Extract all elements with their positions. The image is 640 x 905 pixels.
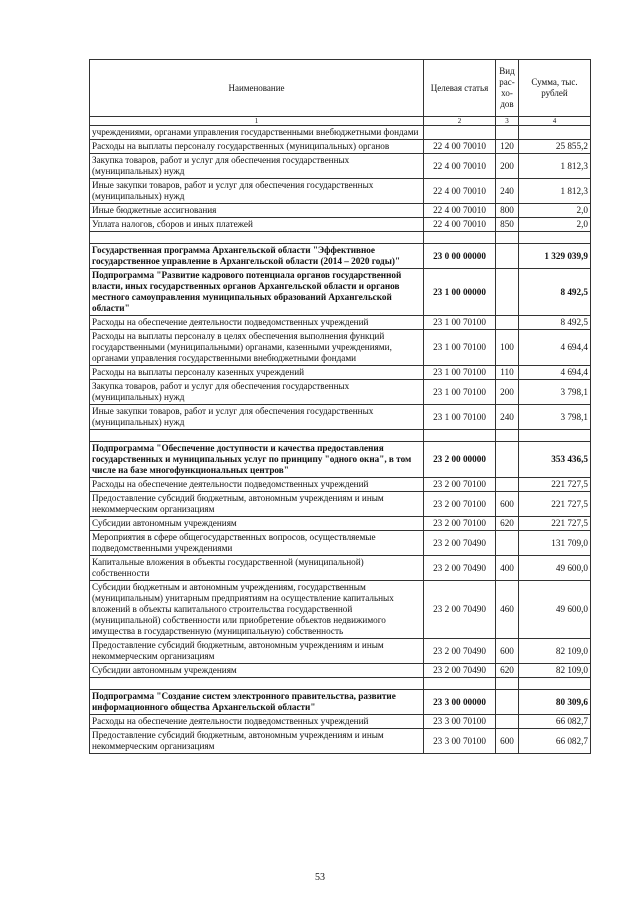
row-name: Субсидии автономным учреждениям (90, 664, 424, 678)
row-target-article: 22 4 00 70010 (424, 140, 496, 154)
row-sum: 221 727,5 (519, 492, 591, 517)
table-row (90, 330, 591, 366)
row-target-article: 23 3 00 00000 (424, 690, 496, 715)
row-name: Подпрограмма "Создание систем электронного правительства, развитие информационного общества Архангельской области" (90, 690, 424, 715)
table-row (90, 380, 591, 405)
row-expense-type: 120 (496, 140, 519, 154)
row-sum (519, 126, 591, 140)
row-name: Расходы на выплаты персоналу государственных (муниципальных) органов (90, 140, 424, 154)
table-row (90, 405, 591, 430)
row-sum: 1 812,3 (519, 179, 591, 204)
row-name: учреждениями, органами управления государственными внебюджетными фондами (90, 126, 424, 140)
header-num-4: 4 (519, 117, 591, 126)
row-expense-type (496, 269, 519, 316)
row-name: Уплата налогов, сборов и иных платежей (90, 218, 424, 232)
row-sum: 8 492,5 (519, 316, 591, 330)
row-sum: 49 600,0 (519, 556, 591, 581)
row-expense-type: 620 (496, 517, 519, 531)
row-expense-type: 200 (496, 154, 519, 179)
row-sum: 66 082,7 (519, 729, 591, 754)
row-expense-type (496, 690, 519, 715)
row-sum: 3 798,1 (519, 380, 591, 405)
spacer-row (90, 430, 591, 442)
empty-cell (519, 678, 591, 690)
row-target-article: 23 1 00 00000 (424, 269, 496, 316)
empty-cell (496, 232, 519, 244)
empty-cell (90, 232, 424, 244)
row-sum: 353 436,5 (519, 442, 591, 478)
row-target-article: 23 2 00 70490 (424, 556, 496, 581)
row-expense-type (496, 442, 519, 478)
row-expense-type: 110 (496, 366, 519, 380)
empty-cell (90, 678, 424, 690)
header-sum: Сумма, тыс. рублей (519, 60, 591, 117)
table-row (90, 478, 591, 492)
row-expense-type: 100 (496, 330, 519, 366)
row-sum: 49 600,0 (519, 581, 591, 639)
row-sum: 2,0 (519, 218, 591, 232)
row-sum: 25 855,2 (519, 140, 591, 154)
row-target-article: 23 2 00 70490 (424, 581, 496, 639)
row-target-article: 23 2 00 70100 (424, 492, 496, 517)
table-row (90, 204, 591, 218)
row-name: Закупка товаров, работ и услуг для обеспечения государственных (муниципальных) нужд (90, 380, 424, 405)
budget-table (89, 59, 591, 754)
row-target-article: 23 2 00 70490 (424, 639, 496, 664)
empty-cell (496, 430, 519, 442)
row-expense-type: 600 (496, 729, 519, 754)
row-sum: 80 309,6 (519, 690, 591, 715)
empty-cell (424, 430, 496, 442)
row-sum: 8 492,5 (519, 269, 591, 316)
page-number: 53 (315, 872, 325, 883)
table-row (90, 581, 591, 639)
row-name: Предоставление субсидий бюджетным, автономным учреждениям и иным некоммерческим организациям (90, 492, 424, 517)
table-row (90, 179, 591, 204)
table-row (90, 154, 591, 179)
row-sum: 66 082,7 (519, 715, 591, 729)
row-name: Подпрограмма "Обеспечение доступности и качества предоставления государственных и муниципальных услуг по принципу "одного окна", в том числе на базе многофункциональных центров" (90, 442, 424, 478)
row-target-article: 23 2 00 70490 (424, 531, 496, 556)
row-name: Государственная программа Архангельской области "Эффективное государственное управление в Архангельской области (2014 – 2020 годы)" (90, 244, 424, 269)
table-body (90, 126, 591, 754)
table-row (90, 715, 591, 729)
spacer-row (90, 678, 591, 690)
row-name: Закупка товаров, работ и услуг для обеспечения государственных (муниципальных) нужд (90, 154, 424, 179)
row-sum: 82 109,0 (519, 664, 591, 678)
table-row (90, 531, 591, 556)
table-row (90, 729, 591, 754)
row-sum: 82 109,0 (519, 639, 591, 664)
empty-cell (519, 232, 591, 244)
row-expense-type (496, 316, 519, 330)
header-expense-type: Вид рас-хо-дов (496, 60, 519, 117)
empty-cell (519, 430, 591, 442)
table-row (90, 556, 591, 581)
row-target-article: 23 0 00 00000 (424, 244, 496, 269)
row-target-article: 23 2 00 00000 (424, 442, 496, 478)
row-expense-type: 600 (496, 492, 519, 517)
row-target-article: 23 1 00 70100 (424, 330, 496, 366)
empty-cell (90, 430, 424, 442)
row-name: Иные закупки товаров, работ и услуг для обеспечения государственных (муниципальных) нужд (90, 179, 424, 204)
row-target-article: 23 1 00 70100 (424, 380, 496, 405)
row-sum: 221 727,5 (519, 517, 591, 531)
row-name: Субсидии автономным учреждениям (90, 517, 424, 531)
row-expense-type: 800 (496, 204, 519, 218)
row-target-article: 22 4 00 70010 (424, 218, 496, 232)
row-name: Расходы на выплаты персоналу в целях обеспечения выполнения функций государственными (муниципальными) органами, казенными учреждениями, органами управления государственными внебюджетными фондами (90, 330, 424, 366)
table-row (90, 269, 591, 316)
table-row (90, 126, 591, 140)
table-row (90, 639, 591, 664)
row-target-article: 23 2 00 70490 (424, 664, 496, 678)
row-target-article: 23 3 00 70100 (424, 715, 496, 729)
row-target-article: 23 1 00 70100 (424, 366, 496, 380)
header-num-1: 1 (90, 117, 424, 126)
row-target-article: 23 2 00 70100 (424, 478, 496, 492)
row-expense-type (496, 715, 519, 729)
row-expense-type: 850 (496, 218, 519, 232)
row-target-article: 22 4 00 70010 (424, 179, 496, 204)
row-name: Иные закупки товаров, работ и услуг для обеспечения государственных (муниципальных) нужд (90, 405, 424, 430)
header-name: Наименование (90, 60, 424, 117)
row-target-article: 22 4 00 70010 (424, 204, 496, 218)
row-sum: 2,0 (519, 204, 591, 218)
header-num-2: 2 (424, 117, 496, 126)
row-name: Капитальные вложения в объекты государственной (муниципальной) собственности (90, 556, 424, 581)
table-row (90, 140, 591, 154)
row-sum: 3 798,1 (519, 405, 591, 430)
row-name: Предоставление субсидий бюджетным, автономным учреждениям и иным некоммерческим организациям (90, 639, 424, 664)
row-target-article (424, 126, 496, 140)
row-name: Мероприятия в сфере общегосударственных вопросов, осуществляемые подведомственными учреждениями (90, 531, 424, 556)
empty-cell (424, 232, 496, 244)
table-row (90, 316, 591, 330)
table-row (90, 442, 591, 478)
row-name: Расходы на обеспечение деятельности подведомственных учреждений (90, 316, 424, 330)
row-name: Расходы на выплаты персоналу казенных учреждений (90, 366, 424, 380)
row-name: Подпрограмма "Развитие кадрового потенциала органов государственной власти, иных государственных органов Архангельской области и органов местного самоуправления муниципальных образований Архангельской области" (90, 269, 424, 316)
row-expense-type (496, 244, 519, 269)
row-expense-type: 240 (496, 179, 519, 204)
empty-cell (424, 678, 496, 690)
row-target-article: 23 1 00 70100 (424, 316, 496, 330)
row-sum: 1 812,3 (519, 154, 591, 179)
row-sum: 4 694,4 (519, 366, 591, 380)
header-target-article: Целевая статья (424, 60, 496, 117)
row-expense-type (496, 126, 519, 140)
table-row (90, 517, 591, 531)
spacer-row (90, 232, 591, 244)
row-name: Расходы на обеспечение деятельности подведомственных учреждений (90, 478, 424, 492)
row-expense-type (496, 478, 519, 492)
row-name: Предоставление субсидий бюджетным, автономным учреждениям и иным некоммерческим организациям (90, 729, 424, 754)
empty-cell (496, 678, 519, 690)
row-sum: 131 709,0 (519, 531, 591, 556)
row-sum: 4 694,4 (519, 330, 591, 366)
row-expense-type: 600 (496, 639, 519, 664)
row-name: Расходы на обеспечение деятельности подведомственных учреждений (90, 715, 424, 729)
row-expense-type: 460 (496, 581, 519, 639)
row-sum: 221 727,5 (519, 478, 591, 492)
table-row (90, 244, 591, 269)
table-row (90, 664, 591, 678)
table-row (90, 690, 591, 715)
row-name: Субсидии бюджетным и автономным учреждениям, государственным (муниципальным) унитарным предприятиям на осуществление капитальных вложений в объекты капитального строительства государственной (муниципальной) собственности или приобретение объектов недвижимого имущества в государственную (муниципальную) собственность (90, 581, 424, 639)
table-row (90, 218, 591, 232)
row-target-article: 23 3 00 70100 (424, 729, 496, 754)
row-expense-type: 200 (496, 380, 519, 405)
header-num-3: 3 (496, 117, 519, 126)
row-sum: 1 329 039,9 (519, 244, 591, 269)
row-name: Иные бюджетные ассигнования (90, 204, 424, 218)
row-target-article: 23 1 00 70100 (424, 405, 496, 430)
row-expense-type: 620 (496, 664, 519, 678)
table-row (90, 492, 591, 517)
row-target-article: 23 2 00 70100 (424, 517, 496, 531)
row-expense-type (496, 531, 519, 556)
table-row (90, 366, 591, 380)
row-expense-type: 240 (496, 405, 519, 430)
row-target-article: 22 4 00 70010 (424, 154, 496, 179)
row-expense-type: 400 (496, 556, 519, 581)
